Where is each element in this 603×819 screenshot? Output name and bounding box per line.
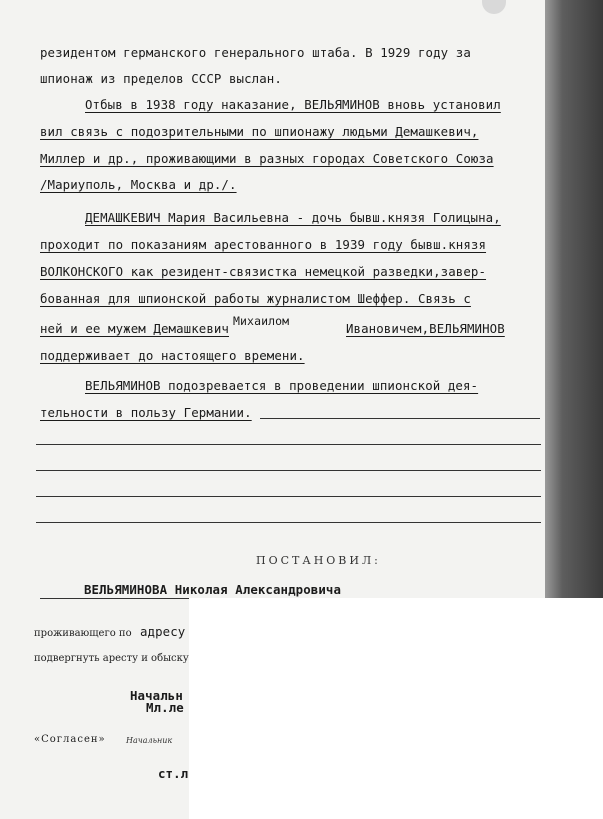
text-line-11b: Михаилом: [233, 314, 290, 328]
residing-value: адресу: [140, 624, 186, 639]
agree-label: «Согласен»: [34, 734, 106, 745]
blank-rule: [36, 522, 541, 523]
text-line-4: вил связь с подозрительными по шпионажу людьми Демашкевич,: [40, 124, 479, 139]
resolution-heading: ПОСТАНОВИЛ:: [256, 554, 381, 567]
text-line-11c: Ивановичем,ВЕЛЬЯМИНОВ: [346, 321, 505, 336]
text-line-13: ВЕЛЬЯМИНОВ подозревается в проведении шпионской дея-: [85, 378, 479, 393]
blank-rule: [36, 496, 541, 497]
text-line-6: /Мариуполь, Москва и др./.: [40, 177, 237, 192]
agree-caption: Начальник: [126, 736, 173, 745]
blank-rule: [36, 444, 541, 445]
arrest-label: подвергнуть аресту и обыску: [34, 653, 189, 664]
blank-rule: [260, 418, 540, 419]
chief-label: Начальн: [130, 688, 183, 703]
text-line-1: резидентом германского генерального штаба. В 1929 году за: [40, 45, 471, 60]
text-line-2: шпионаж из пределов СССР выслан.: [40, 71, 282, 86]
redaction-block: [189, 598, 603, 819]
residing-label: проживающего по: [34, 628, 132, 639]
subject-name: ВЕЛЬЯМИНОВА Николая Александровича: [84, 582, 342, 597]
blank-rule: [36, 470, 541, 471]
rank2-label: ст.л: [158, 766, 189, 781]
text-line-7: ДЕМАШКЕВИЧ Мария Васильевна - дочь бывш.князя Голицына,: [85, 210, 501, 225]
text-line-11a: ней и ее мужем Демашкевич: [40, 321, 229, 336]
text-line-8: проходит по показаниям арестованного в 1939 году бывш.князя: [40, 237, 487, 252]
rank-label: Мл.ле: [146, 700, 184, 715]
text-line-9: ВОЛКОНСКОГО как резидент-связистка немецкой разведки,завер-: [40, 264, 487, 279]
text-line-14: тельности в пользу Германии.: [40, 405, 252, 420]
text-line-3: Отбыв в 1938 году наказание, ВЕЛЬЯМИНОВ вновь установил: [85, 97, 501, 112]
text-line-5: Миллер и др., проживающими в разных городах Советского Союза: [40, 151, 494, 166]
scan-edge-shadow: [545, 0, 603, 600]
text-line-12: поддерживает до настоящего времени.: [40, 348, 305, 363]
text-line-10: бованная для шпионской работы журналистом Шеффер. Связь с: [40, 291, 471, 306]
